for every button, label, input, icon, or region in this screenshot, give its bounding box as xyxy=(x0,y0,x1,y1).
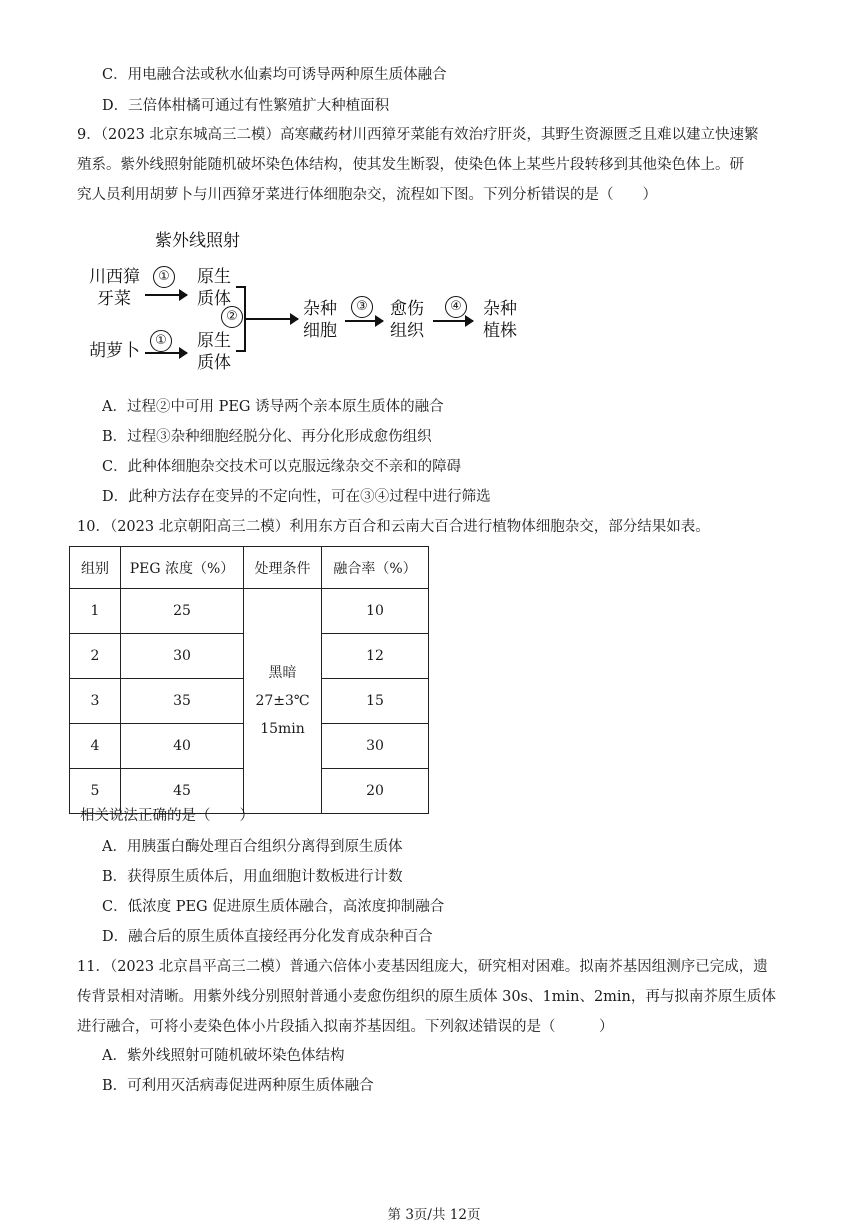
q9-option-b: B．过程③杂种细胞经脱分化、再分化形成愈伤组织 xyxy=(102,429,432,445)
hybrid-plant-line1: 杂种 xyxy=(483,299,517,319)
q11-option-a: A．紫外线照射可随机破坏染色体结构 xyxy=(102,1048,345,1064)
arrow-3 xyxy=(345,320,383,322)
arrow-1b xyxy=(145,352,187,354)
bracket-top xyxy=(236,286,244,288)
table-header-row xyxy=(70,547,429,589)
q10-results-table xyxy=(69,546,429,814)
q10-option-a: A．用胰蛋白酶处理百合组织分离得到原生质体 xyxy=(102,839,403,855)
header-fusion-rate: 融合率（%） xyxy=(322,547,429,589)
q9-stem-line-2: 殖系。紫外线照射能随机破坏染色体结构，使其发生断裂，使染色体上某些片段转移到其他染色体上。研 xyxy=(77,157,744,173)
condition-line-3: 15min xyxy=(260,721,305,737)
q9-option-c: C．此种体细胞杂交技术可以克服远缘杂交不亲和的障碍 xyxy=(102,459,462,475)
q8-option-c: C．用电融合法或秋水仙素均可诱导两种原生质体融合 xyxy=(102,67,447,83)
q9-flow-diagram xyxy=(85,228,545,378)
q9-option-d: D．此种方法存在变异的不定向性，可在③④过程中进行筛选 xyxy=(102,489,491,505)
table-row xyxy=(70,589,429,634)
callus-line2: 组织 xyxy=(390,321,424,341)
peg-cell: 30 xyxy=(121,634,244,679)
q10-option-d: D．融合后的原生质体直接经再分化发育成杂种百合 xyxy=(102,929,433,945)
hybrid-cell-line2: 细胞 xyxy=(303,321,337,341)
treatment-cell xyxy=(244,589,322,814)
hybrid-plant-line2: 植株 xyxy=(483,321,517,341)
protoplast-2-line1: 原生 xyxy=(197,331,231,351)
q10-option-b: B．获得原生质体后，用血细胞计数板进行计数 xyxy=(102,869,403,885)
fusion-rate-cell: 30 xyxy=(322,724,429,769)
condition-line-2: 27±3℃ xyxy=(255,693,310,709)
q11-stem-line-3: 进行融合，可将小麦染色体小片段插入拟南芥基因组。下列叙述错误的是（ ） xyxy=(77,1019,614,1035)
arrow-1a xyxy=(145,294,187,296)
condition-line-1: 黑暗 xyxy=(268,665,297,681)
arrow-4 xyxy=(433,320,473,322)
callus-line1: 愈伤 xyxy=(390,299,424,319)
arrow-2 xyxy=(246,318,298,320)
source-carrot: 胡萝卜 xyxy=(89,341,140,361)
fusion-rate-cell: 12 xyxy=(322,634,429,679)
source-swertia-line1: 川西獐 xyxy=(89,267,140,287)
q10-stem: 10．（2023 北京朝阳高三二模）利用东方百合和云南大百合进行植物体细胞杂交，部分结果如表。 xyxy=(77,519,710,535)
q9-stem-line-1: 9．（2023 北京东城高三二模）高寒藏药材川西獐牙菜能有效治疗肝炎，其野生资源匮乏且难以建立快速繁 xyxy=(77,127,759,143)
fusion-rate-cell: 15 xyxy=(322,679,429,724)
step-4-marker: ④ xyxy=(445,296,467,318)
group-cell: 4 xyxy=(70,724,121,769)
group-cell: 3 xyxy=(70,679,121,724)
peg-cell: 40 xyxy=(121,724,244,769)
protoplast-2-line2: 质体 xyxy=(197,353,231,373)
q8-option-d: D．三倍体柑橘可通过有性繁殖扩大种植面积 xyxy=(102,98,390,114)
header-group: 组别 xyxy=(70,547,121,589)
q9-stem-line-3: 究人员利用胡萝卜与川西獐牙菜进行体细胞杂交，流程如下图。下列分析错误的是（ ） xyxy=(77,187,657,203)
header-peg-concentration: PEG 浓度（%） xyxy=(121,547,244,589)
peg-cell: 25 xyxy=(121,589,244,634)
q11-stem-line-1: 11．（2023 北京昌平高三二模）普通六倍体小麦基因组庞大，研究相对困难。拟南芥基因组测序已完成，遗 xyxy=(77,959,768,975)
group-cell: 2 xyxy=(70,634,121,679)
fusion-rate-cell: 20 xyxy=(322,769,429,814)
group-cell: 5 xyxy=(70,769,121,814)
hybrid-cell-line1: 杂种 xyxy=(303,299,337,319)
q9-option-a: A．过程②中可用 PEG 诱导两个亲本原生质体的融合 xyxy=(102,399,444,415)
protoplast-1-line1: 原生 xyxy=(197,267,231,287)
fusion-rate-cell: 10 xyxy=(322,589,429,634)
uv-label: 紫外线照射 xyxy=(155,231,240,251)
step-2-marker: ② xyxy=(221,306,243,328)
peg-cell: 35 xyxy=(121,679,244,724)
peg-cell: 45 xyxy=(121,769,244,814)
q11-stem-line-2: 传背景相对清晰。用紫外线分别照射普通小麦愈伤组织的原生质体 30s、1min、2min，再与拟南芥原生质体 xyxy=(77,989,776,1005)
header-treatment: 处理条件 xyxy=(244,547,322,589)
group-cell: 1 xyxy=(70,589,121,634)
bracket-bottom xyxy=(236,350,244,352)
step-3-marker: ③ xyxy=(351,296,373,318)
q10-question: 相关说法正确的是（ ） xyxy=(80,808,254,824)
protoplast-1-line2: 质体 xyxy=(197,289,231,309)
q10-option-c: C．低浓度 PEG 促进原生质体融合，高浓度抑制融合 xyxy=(102,899,445,915)
source-swertia-line2: 牙菜 xyxy=(97,289,131,309)
step-1b-marker: ① xyxy=(150,330,172,352)
q11-option-b: B．可利用灭活病毒促进两种原生质体融合 xyxy=(102,1078,374,1094)
step-1a-marker: ① xyxy=(153,266,175,288)
page-footer: 第 3页/共 12页 xyxy=(387,1207,481,1223)
